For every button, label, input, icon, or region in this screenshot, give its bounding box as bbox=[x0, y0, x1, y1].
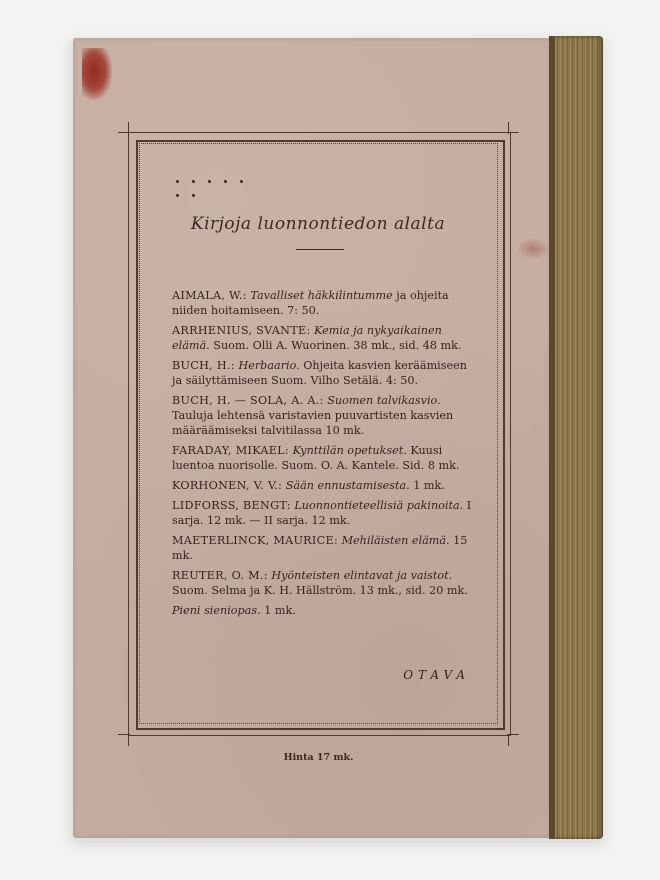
list-item: KORHONEN, V. V.: Sään ennustamisesta. 1 mk. bbox=[172, 479, 445, 492]
spine-edge bbox=[549, 36, 555, 839]
price-label: Hinta 17 mk. bbox=[283, 752, 354, 763]
frame-extension bbox=[508, 122, 509, 134]
list-item: BUCH, H. — SOLA, A. A.: Suomen talvikasvio. Tauluja lehtensä varistavien puuvartisten kasvien määräämiseksi talvitilassa 10 mk. bbox=[172, 394, 454, 437]
publisher-name: OTAVA bbox=[403, 668, 470, 682]
list-item: Pieni sieniopas. 1 mk. bbox=[172, 604, 296, 617]
cover-wear-spot bbox=[82, 48, 112, 100]
frame-extension bbox=[128, 734, 129, 746]
cover-heading: Kirjoja luonnontiedon alalta bbox=[190, 214, 446, 234]
list-item: BUCH, H.: Herbaario. Ohjeita kasvien keräämiseen ja säilyttämiseen Suom. Vilho Setälä. 4: 50. bbox=[172, 359, 467, 387]
list-item: LIDFORSS, BENGT: Luonnontieteellisiä pakinoita. I sarja. 12 mk. — II sarja. 12 mk. bbox=[172, 499, 472, 527]
book-list bbox=[172, 288, 472, 623]
cover-stain bbox=[516, 238, 550, 260]
frame-extension bbox=[508, 734, 509, 746]
list-item: AIMALA, W.: Tavalliset häkkilintumme ja ohjeita niiden hoitamiseen. 7: 50. bbox=[172, 289, 449, 317]
book-spine bbox=[549, 36, 603, 839]
list-item: REUTER, O. M.: Hyönteisten elintavat ja vaistot. Suom. Selma ja K. H. Hällström. 13 mk., sid. 20 mk. bbox=[172, 569, 468, 597]
frame-extension bbox=[128, 122, 129, 134]
list-item: ARRHENIUS, SVANTE: Kemia ja nykyaikainen elämä. Suom. Olli A. Wuorinen. 38 mk., sid. 48 mk. bbox=[172, 324, 462, 352]
list-item: FARADAY, MIKAEL: Kynttilän opetukset. Kuusi luentoa nuorisolle. Suom. O. A. Kantele. Sid. 8 mk. bbox=[172, 444, 460, 472]
dot-ornament bbox=[170, 178, 250, 202]
list-item: MAETERLINCK, MAURICE: Mehiläisten elämä. 15 mk. bbox=[172, 534, 468, 562]
heading-rule bbox=[296, 249, 344, 250]
